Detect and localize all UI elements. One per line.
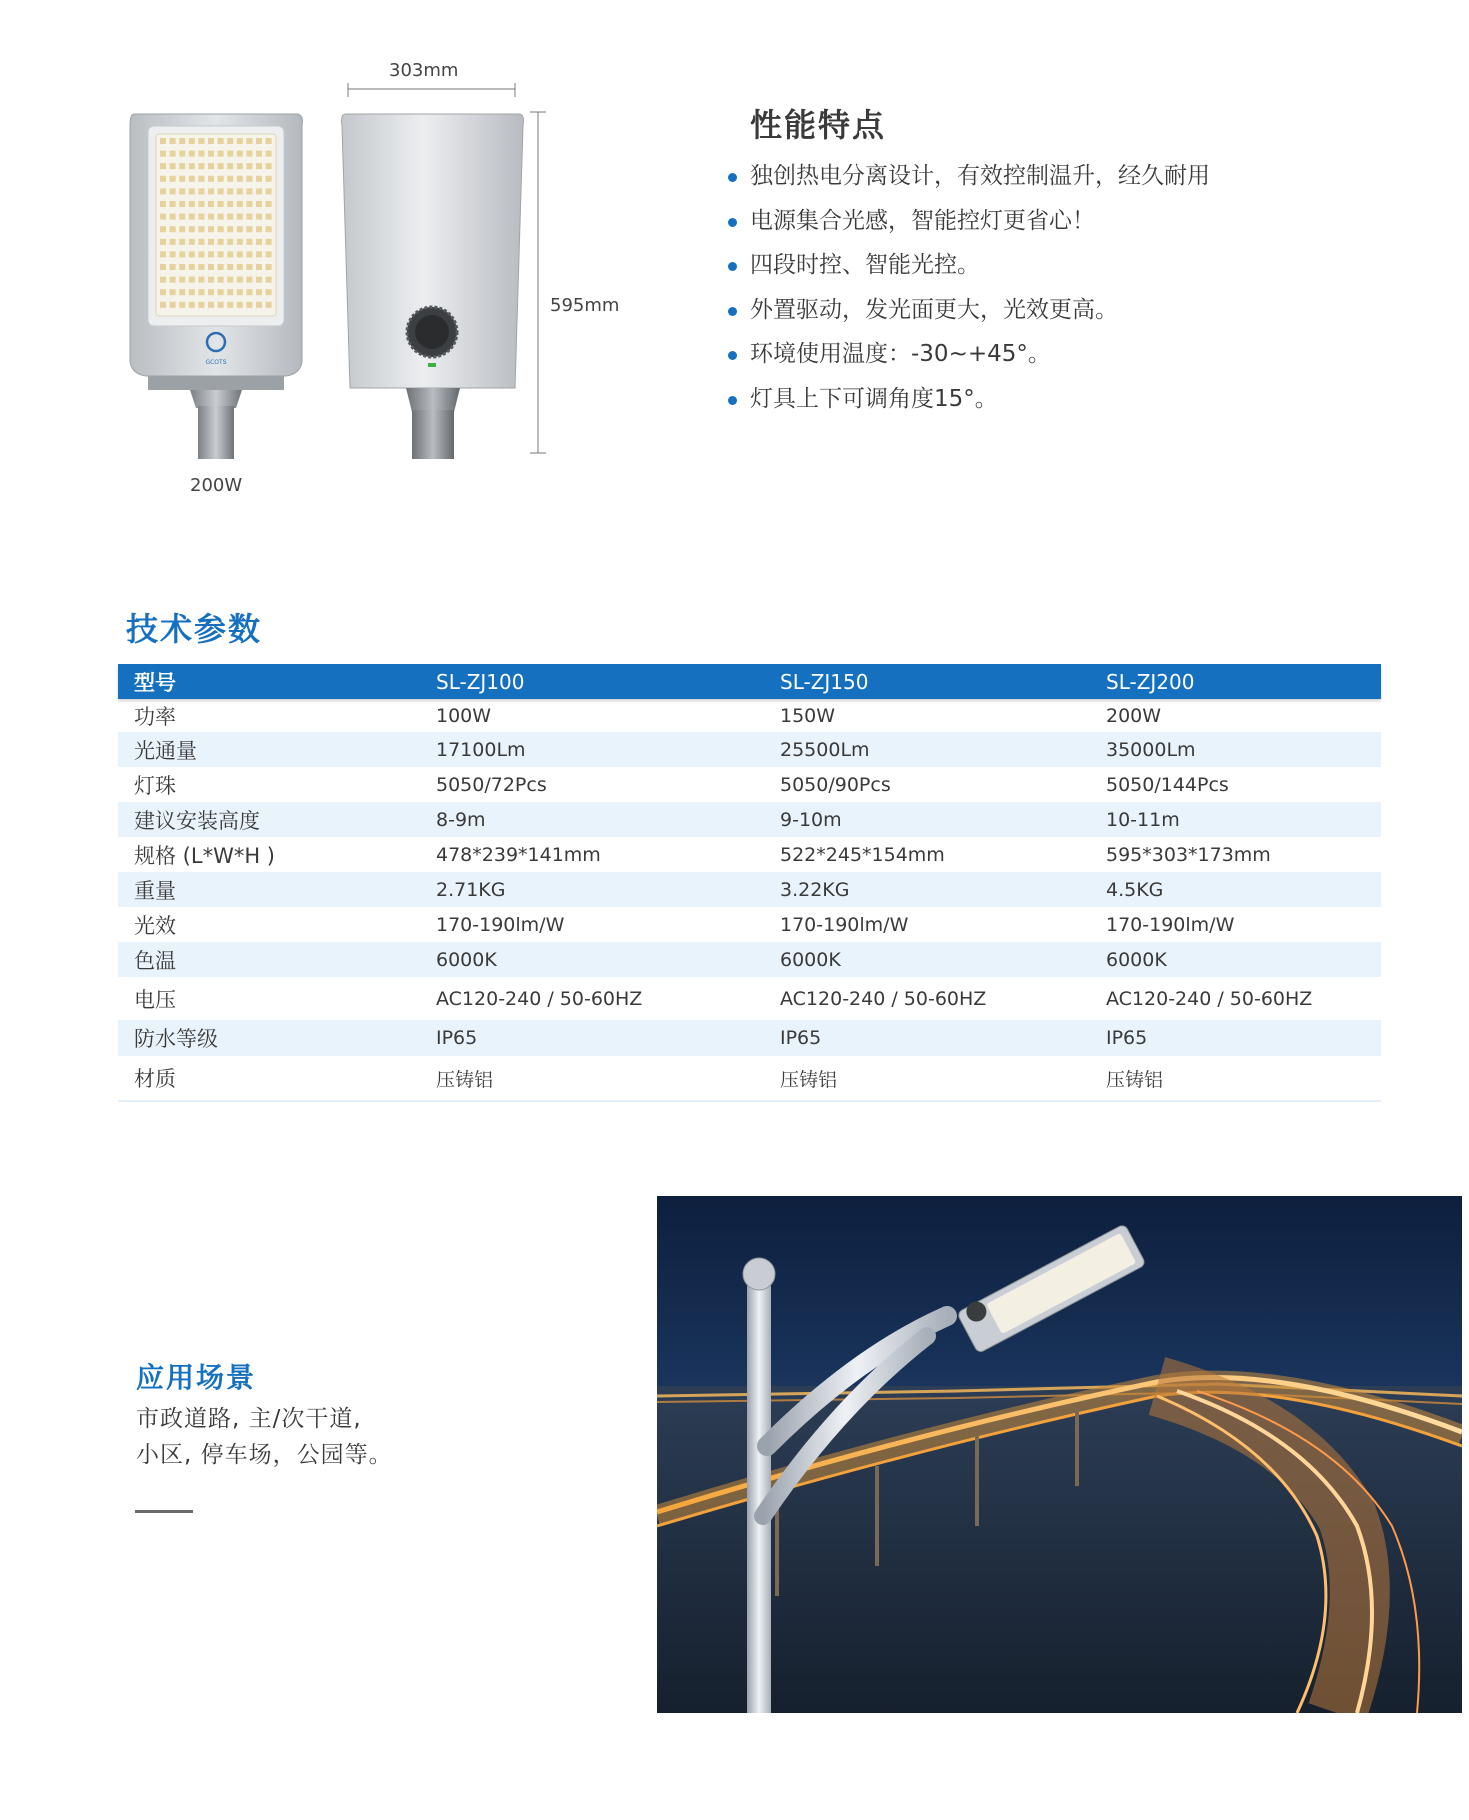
table-cell: AC120-240 / 50-60HZ <box>780 987 987 1010</box>
led-chip <box>160 289 166 295</box>
led-chip <box>179 226 185 232</box>
led-chip <box>208 226 214 232</box>
led-chip <box>246 226 252 232</box>
table-cell: 3.22KG <box>780 878 850 901</box>
led-chip <box>256 251 262 257</box>
feature-item <box>728 383 1210 428</box>
led-chip <box>208 289 214 295</box>
table-cell: 200W <box>1106 704 1162 727</box>
led-chip <box>179 163 185 169</box>
decorative-divider <box>135 1510 193 1513</box>
led-chip <box>208 163 214 169</box>
led-chip <box>256 226 262 232</box>
led-chip <box>246 277 252 283</box>
table-cell: 2.71KG <box>436 878 506 901</box>
row-label: 建议安装高度 <box>134 808 260 833</box>
led-chip <box>237 138 243 144</box>
led-chip <box>246 163 252 169</box>
table-cell: 595*303*173mm <box>1106 843 1271 866</box>
led-chip <box>237 264 243 270</box>
led-chip <box>198 239 204 245</box>
street-light-night-scene-image <box>657 1196 1462 1713</box>
led-chip <box>218 201 224 207</box>
led-chip <box>237 151 243 157</box>
table-cell: IP65 <box>780 1027 822 1049</box>
model-power-label: 200W <box>190 475 243 496</box>
feature-item <box>728 249 1210 294</box>
table-cell: 100W <box>436 704 492 727</box>
led-chip <box>198 214 204 220</box>
led-chip <box>227 239 233 245</box>
led-chip <box>198 201 204 207</box>
table-cell: 5050/144Pcs <box>1106 773 1229 796</box>
led-chip <box>237 302 243 308</box>
led-chip <box>227 201 233 207</box>
led-chip <box>218 151 224 157</box>
bullet-icon <box>728 173 737 182</box>
led-chip <box>179 251 185 257</box>
table-cell: 170-190lm/W <box>780 913 909 936</box>
led-chip <box>160 226 166 232</box>
header-cell: SL-ZJ150 <box>780 669 869 694</box>
header-cell: SL-ZJ100 <box>436 669 525 694</box>
led-chip <box>246 289 252 295</box>
row-label: 功率 <box>134 704 176 729</box>
led-chip <box>208 302 214 308</box>
feature-text: 四段时控、智能光控。 <box>750 252 980 278</box>
led-chip <box>218 251 224 257</box>
led-chip <box>160 188 166 194</box>
led-chip <box>208 151 214 157</box>
row-label: 灯珠 <box>134 773 176 798</box>
led-chip <box>256 138 262 144</box>
led-chip <box>256 289 262 295</box>
led-chip <box>160 163 166 169</box>
led-chip <box>189 151 195 157</box>
height-dimension-label: 595mm <box>550 295 620 316</box>
led-chip <box>189 163 195 169</box>
led-chip <box>189 239 195 245</box>
width-dimension-label: 303mm <box>389 60 459 81</box>
led-chip <box>256 214 262 220</box>
led-chip <box>160 201 166 207</box>
led-chip <box>237 214 243 220</box>
table-cell: AC120-240 / 50-60HZ <box>436 987 643 1010</box>
led-chip <box>266 151 272 157</box>
logo-text: GCOTS <box>205 359 227 366</box>
table-cell: 35000Lm <box>1106 738 1196 761</box>
table-row <box>118 977 1381 1020</box>
led-chip <box>246 251 252 257</box>
led-chip <box>198 251 204 257</box>
table-cell: 4.5KG <box>1106 878 1164 901</box>
features-title: 性能特点 <box>750 106 887 144</box>
led-chip <box>227 277 233 283</box>
led-chip <box>198 138 204 144</box>
header-cell: SL-ZJ200 <box>1106 669 1195 694</box>
led-chip <box>179 188 185 194</box>
led-chip <box>170 302 176 308</box>
application-title: 应用场景 <box>136 1361 257 1394</box>
lamp-front-view-image <box>128 112 304 459</box>
led-chip <box>237 289 243 295</box>
led-chip <box>246 138 252 144</box>
spec-header-row <box>118 664 1381 699</box>
led-chip <box>246 176 252 182</box>
led-chip <box>198 226 204 232</box>
table-cell: IP65 <box>1106 1027 1148 1049</box>
led-chip <box>160 251 166 257</box>
led-chip <box>266 138 272 144</box>
table-cell: AC120-240 / 50-60HZ <box>1106 987 1313 1010</box>
led-chip <box>246 214 252 220</box>
led-chip <box>266 289 272 295</box>
led-chip <box>256 201 262 207</box>
led-chip <box>170 151 176 157</box>
led-chip <box>266 176 272 182</box>
led-chip <box>170 251 176 257</box>
led-chip <box>227 176 233 182</box>
table-row <box>118 942 1381 977</box>
led-chip <box>198 277 204 283</box>
led-chip <box>227 188 233 194</box>
bullet-icon <box>728 307 737 316</box>
led-chip <box>218 176 224 182</box>
led-chip <box>246 239 252 245</box>
led-chip <box>256 277 262 283</box>
row-label: 防水等级 <box>134 1027 218 1051</box>
led-chip <box>189 201 195 207</box>
led-chip <box>227 302 233 308</box>
led-chip <box>189 251 195 257</box>
led-chip <box>266 277 272 283</box>
table-cell: 10-11m <box>1106 808 1180 831</box>
led-chip <box>208 277 214 283</box>
led-chip <box>227 264 233 270</box>
led-chip <box>237 176 243 182</box>
led-chip <box>189 289 195 295</box>
led-chip <box>218 138 224 144</box>
row-label: 重量 <box>134 878 176 903</box>
led-chip <box>246 264 252 270</box>
features-list <box>728 160 1210 427</box>
table-row <box>118 872 1381 907</box>
led-chip <box>208 264 214 270</box>
table-row <box>118 767 1381 802</box>
led-chip <box>208 201 214 207</box>
led-chip <box>266 251 272 257</box>
table-cell: 25500Lm <box>780 738 870 761</box>
led-chip <box>218 289 224 295</box>
feature-text: 外置驱动，发光面更大，光效更高。 <box>750 296 1118 323</box>
led-chip <box>237 239 243 245</box>
led-chip <box>179 289 185 295</box>
led-chip <box>189 277 195 283</box>
led-chip <box>266 239 272 245</box>
row-label: 规格 (L*W*H ) <box>134 843 275 868</box>
table-cell: 150W <box>780 704 836 727</box>
table-cell: 压铸铝 <box>436 1068 494 1091</box>
bullet-icon <box>728 218 737 227</box>
table-cell: 478*239*141mm <box>436 843 601 866</box>
feature-item <box>728 205 1210 250</box>
led-chip <box>227 151 233 157</box>
led-chip <box>189 264 195 270</box>
led-chip <box>256 163 262 169</box>
led-chip <box>256 264 262 270</box>
led-chip <box>179 214 185 220</box>
led-chip <box>237 277 243 283</box>
application-line: 小区, 停车场，公园等。 <box>136 1442 393 1468</box>
led-chip <box>246 201 252 207</box>
table-row <box>118 907 1381 942</box>
led-chip <box>160 151 166 157</box>
feature-item <box>728 160 1210 205</box>
led-chip <box>170 201 176 207</box>
table-cell: 170-190lm/W <box>1106 913 1235 936</box>
led-chip <box>266 188 272 194</box>
led-chip <box>266 163 272 169</box>
table-bottom-divider <box>118 1100 1381 1102</box>
table-cell: 6000K <box>780 948 841 971</box>
led-chip <box>256 239 262 245</box>
led-chip <box>198 289 204 295</box>
feature-text: 独创热电分离设计，有效控制温升，经久耐用 <box>750 163 1210 189</box>
led-chip <box>218 188 224 194</box>
led-chip <box>170 138 176 144</box>
led-chip <box>246 188 252 194</box>
table-cell: 压铸铝 <box>780 1068 838 1091</box>
led-chip <box>218 214 224 220</box>
table-cell: 9-10m <box>780 808 842 831</box>
header-cell-model: 型号 <box>134 670 176 695</box>
led-chip <box>170 289 176 295</box>
led-chip <box>189 138 195 144</box>
led-chip <box>266 264 272 270</box>
led-chip <box>170 163 176 169</box>
table-cell: 522*245*154mm <box>780 843 945 866</box>
feature-text: 环境使用温度：-30~+45°。 <box>750 341 1051 367</box>
led-chip <box>160 138 166 144</box>
led-chip <box>189 188 195 194</box>
led-chip <box>198 264 204 270</box>
led-chip <box>227 251 233 257</box>
led-chip <box>227 163 233 169</box>
table-cell: 170-190lm/W <box>436 913 565 936</box>
led-chip <box>237 188 243 194</box>
specs-title: 技术参数 <box>126 610 263 648</box>
table-row <box>118 699 1381 732</box>
table-cell: 8-9m <box>436 808 486 831</box>
led-chip <box>198 176 204 182</box>
feature-text: 电源集合光感，智能控灯更省心！ <box>750 207 1095 234</box>
led-chip <box>256 188 262 194</box>
led-chip <box>227 226 233 232</box>
led-chip <box>170 277 176 283</box>
table-row <box>118 732 1381 767</box>
led-chip <box>256 151 262 157</box>
row-label: 光通量 <box>134 738 197 763</box>
led-chip <box>218 163 224 169</box>
led-chip <box>179 277 185 283</box>
led-chip <box>237 201 243 207</box>
led-chip <box>179 201 185 207</box>
application-line: 市政道路, 主/次干道, <box>136 1406 362 1432</box>
led-chip <box>160 176 166 182</box>
led-chip <box>198 302 204 308</box>
table-row <box>118 1056 1381 1100</box>
table-cell: 6000K <box>1106 948 1167 971</box>
led-chip <box>189 214 195 220</box>
table-row <box>118 1020 1381 1056</box>
feature-item <box>728 338 1210 383</box>
led-chip <box>160 239 166 245</box>
led-chip <box>208 251 214 257</box>
led-chip <box>170 188 176 194</box>
led-chip <box>266 214 272 220</box>
led-chip <box>256 302 262 308</box>
led-chip <box>160 302 166 308</box>
led-chip <box>208 239 214 245</box>
led-chip <box>179 176 185 182</box>
led-chip <box>170 239 176 245</box>
led-chip <box>218 239 224 245</box>
led-chip <box>208 188 214 194</box>
led-chip <box>160 264 166 270</box>
lamp-back-view-image <box>340 112 525 459</box>
row-label: 电压 <box>134 987 176 1012</box>
led-chip <box>256 176 262 182</box>
bullet-icon <box>728 396 737 405</box>
table-cell: IP65 <box>436 1027 478 1049</box>
led-chip <box>218 264 224 270</box>
table-row <box>118 802 1381 837</box>
led-chip <box>218 226 224 232</box>
led-chip <box>227 214 233 220</box>
led-chip <box>160 214 166 220</box>
led-chip <box>208 138 214 144</box>
led-chip <box>237 163 243 169</box>
led-chip <box>179 239 185 245</box>
led-chip <box>198 151 204 157</box>
spec-table <box>118 664 1381 1100</box>
led-chip <box>266 226 272 232</box>
table-cell: 6000K <box>436 948 497 971</box>
led-chip <box>237 226 243 232</box>
feature-item <box>728 294 1210 339</box>
led-chip <box>266 201 272 207</box>
led-chip <box>179 138 185 144</box>
table-cell: 5050/72Pcs <box>436 773 547 796</box>
led-chip <box>246 151 252 157</box>
led-chip <box>170 226 176 232</box>
led-chip <box>160 277 166 283</box>
led-chip <box>198 188 204 194</box>
table-cell: 压铸铝 <box>1106 1068 1164 1091</box>
row-label: 色温 <box>134 948 176 973</box>
bullet-icon <box>728 351 737 360</box>
led-chip <box>170 264 176 270</box>
feature-text: 灯具上下可调角度15°。 <box>750 385 998 412</box>
led-chip <box>218 302 224 308</box>
led-chip <box>227 138 233 144</box>
led-chip <box>170 214 176 220</box>
led-chip <box>208 214 214 220</box>
led-chip <box>189 302 195 308</box>
row-label: 光效 <box>134 913 176 938</box>
led-chip <box>227 289 233 295</box>
row-label: 材质 <box>134 1067 176 1091</box>
led-chip <box>198 163 204 169</box>
led-chip <box>237 251 243 257</box>
led-chip <box>266 302 272 308</box>
table-cell: 17100Lm <box>436 738 526 761</box>
led-chip <box>179 151 185 157</box>
led-chip <box>218 277 224 283</box>
bullet-icon <box>728 262 737 271</box>
led-chip <box>246 302 252 308</box>
led-chip <box>189 176 195 182</box>
table-cell: 5050/90Pcs <box>780 773 891 796</box>
led-chip <box>179 302 185 308</box>
led-chip <box>189 226 195 232</box>
led-chip <box>179 264 185 270</box>
led-chip <box>170 176 176 182</box>
table-row <box>118 837 1381 872</box>
led-chip <box>208 176 214 182</box>
